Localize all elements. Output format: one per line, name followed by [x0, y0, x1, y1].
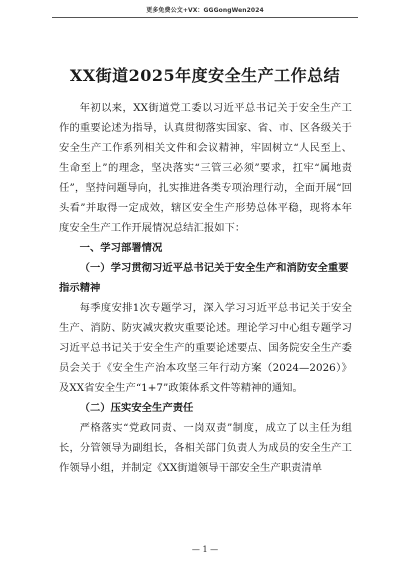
document-title: XX街道2025年度安全生产工作总结: [69, 66, 341, 85]
header-divider: [52, 17, 358, 18]
subsection-body-1: 每季度安排1次专题学习，深入学习习近平总书记关于安全生产、消防、防灾减灾救灾重要论述。理论学习中心组专题学习习近平总书记关于安全生产的重要论述要点、国务院安全生产委员会关于《安全生产治本攻坚三年行动方案（2024—2026）》及XX省安全生产“1+7”政策体系文件等精神的通知。: [59, 302, 352, 394]
subsection-body-2: 严格落实“党政同责、一岗双责”制度，成立了以主任为组长，分管领导为副组长，各相关部门负责人为成员的安全生产工作领导小组，并制定《XX街道领导干部安全生产职责清单: [59, 422, 352, 474]
subsection-heading-1: （一）学习贯彻习近平总书记关于安全生产和消防安全重要指示精神: [59, 262, 349, 294]
section-heading-1: 一、学习部署情况: [79, 242, 163, 254]
subsection-heading-2: （二）压实安全生产责任: [79, 402, 194, 414]
document-body: [59, 98, 352, 478]
page-number: — 1 —: [191, 545, 219, 554]
page-header: 更多免费公文+VX：GGGongWen2024: [146, 7, 264, 14]
intro-paragraph: 年初以来，XX街道党工委以习近平总书记关于安全生产工作的重要论述为指导，认真贯彻落实国家、省、市、区各级关于安全生产工作系列相关文件和会议精神，牢固树立“人民至上、生命至上”的理念，坚决落实“三管三必须”要求，扛牢“属地责任”，坚持问题导向，扎实推进各类专项治理行动，全面开展“回头看”并取得一定成效，辖区安全生产形势总体平稳，现将本年度安全生产工作开展情况总结汇报如下：: [59, 102, 352, 234]
